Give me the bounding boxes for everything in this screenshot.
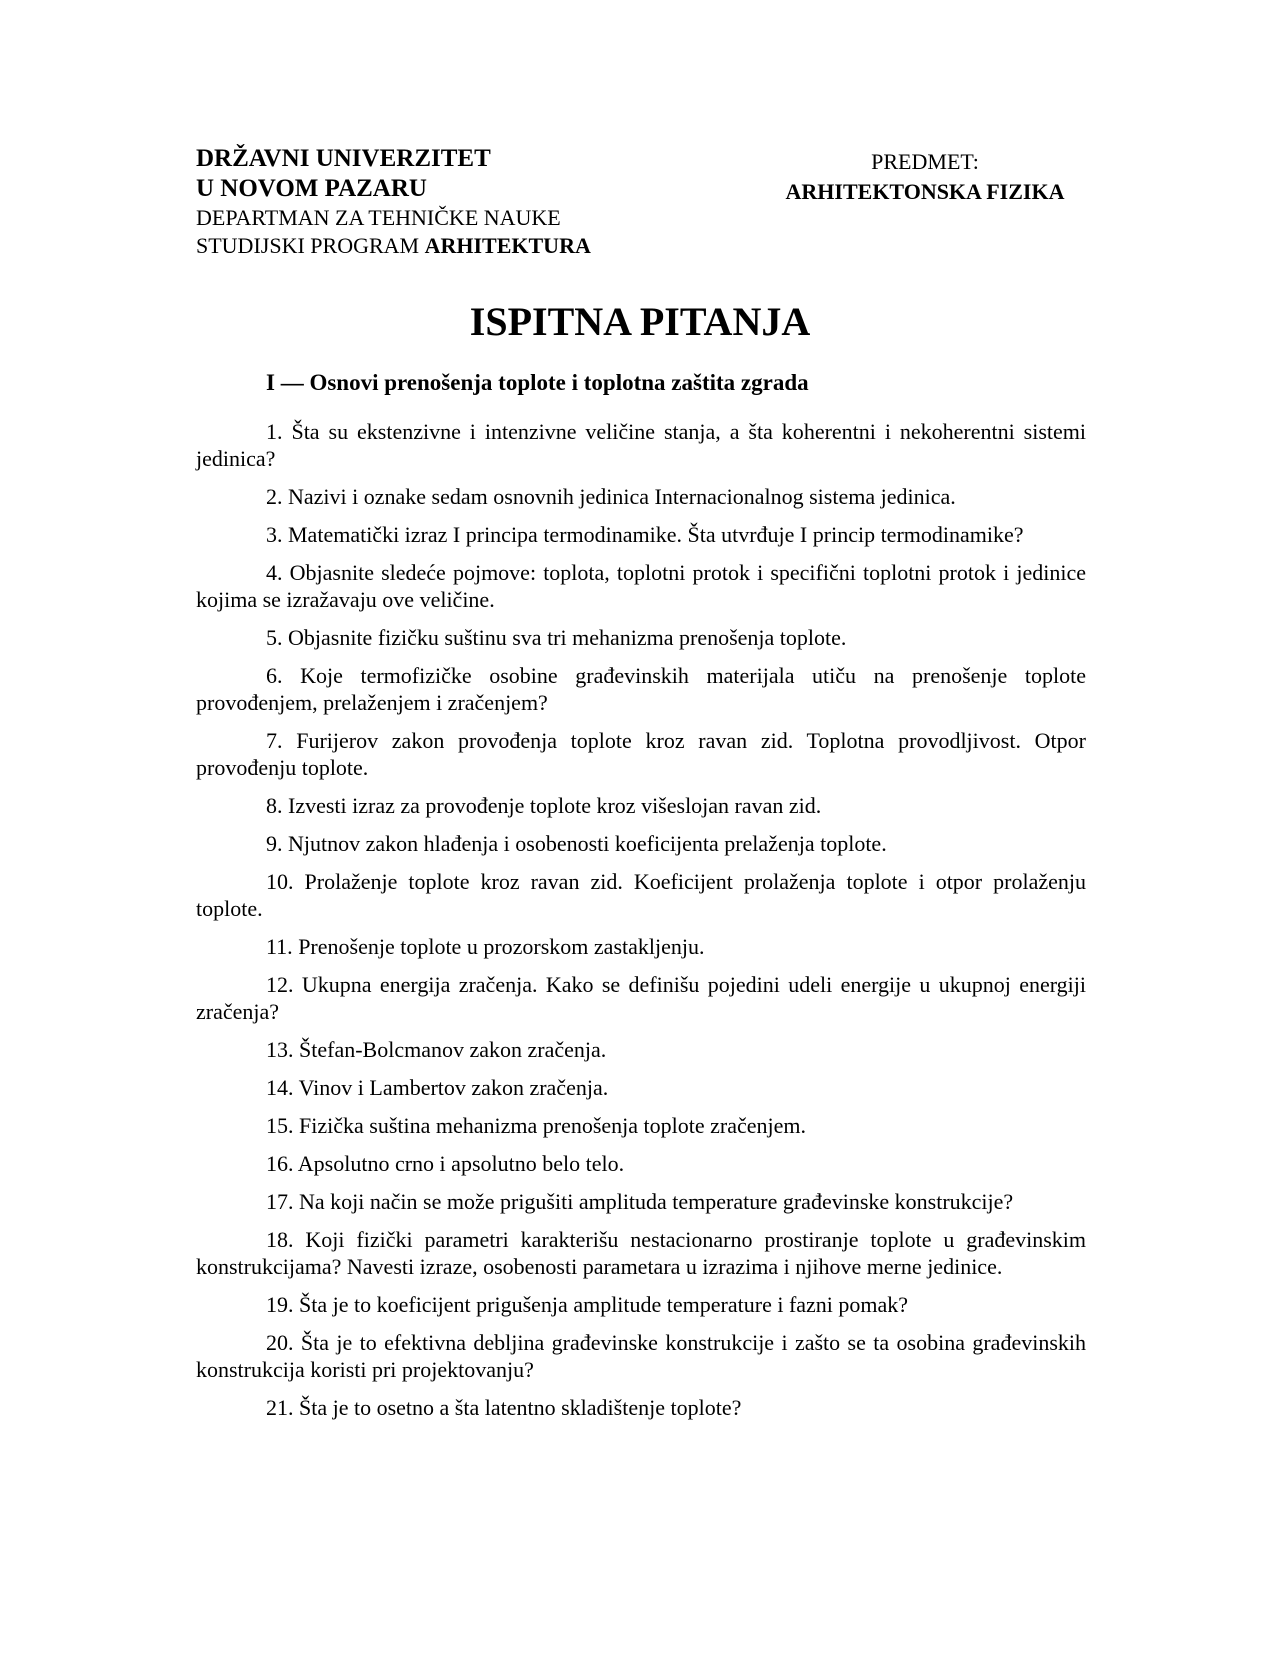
study-program-prefix: STUDIJSKI PROGRAM	[196, 233, 425, 258]
question-number: 7.	[266, 728, 283, 753]
university-name-line2: U NOVOM PAZARU	[196, 175, 427, 202]
question-item	[196, 727, 1086, 781]
question-number: 12.	[266, 972, 294, 997]
university-name-line1: DRŽAVNI UNIVERZITET	[196, 145, 491, 172]
question-text: Na koji način se može prigušiti amplituda temperature građevinske konstrukcije?	[299, 1189, 1014, 1214]
question-number: 10.	[266, 869, 294, 894]
question-item	[196, 1394, 1086, 1421]
question-item	[196, 868, 1086, 922]
question-number: 20.	[266, 1330, 294, 1355]
question-number: 13.	[266, 1037, 294, 1062]
question-item	[196, 662, 1086, 716]
question-text: Šta je to osetno a šta latentno skladištenje toplote?	[299, 1395, 742, 1420]
question-text: Objasnite fizičku suštinu sva tri mehanizma prenošenja toplote.	[288, 625, 847, 650]
study-program-name: ARHITEKTURA	[424, 233, 591, 258]
question-item	[196, 1188, 1086, 1215]
question-text: Nazivi i oznake sedam osnovnih jedinica Internacionalnog sistema jedinica.	[288, 484, 956, 509]
question-number: 15.	[266, 1113, 294, 1138]
question-number: 4.	[266, 560, 283, 585]
subject-name: ARHITEKTONSKA FIZIKA	[785, 179, 1065, 204]
question-text: Furijerov zakon provođenja toplote kroz ravan zid. Toplotna provodljivost. Otpor provođenju toplote.	[196, 728, 1086, 780]
question-text: Koje termofizičke osobine građevinskih materijala utiču na prenošenje toplote provođenjem, prelaženjem i zračenjem?	[196, 663, 1087, 715]
question-item	[196, 559, 1086, 613]
question-number: 6.	[266, 663, 283, 688]
question-number: 14.	[266, 1075, 294, 1100]
question-item	[196, 1226, 1086, 1280]
question-text: Štefan-Bolcmanov zakon zračenja.	[299, 1037, 607, 1062]
question-number: 2.	[266, 484, 283, 509]
question-text: Izvesti izraz za provođenje toplote kroz višeslojan ravan zid.	[288, 793, 822, 818]
question-number: 3.	[266, 522, 283, 547]
institution-header	[196, 144, 756, 260]
document-title: ISPITNA PITANJA	[469, 299, 811, 344]
question-number: 8.	[266, 793, 283, 818]
question-number: 9.	[266, 831, 283, 856]
question-text: Ukupna energija zračenja. Kako se definišu pojedini udeli energije u ukupnoj energiji zračenja?	[196, 972, 1087, 1024]
question-item	[196, 830, 1086, 857]
question-text: Vinov i Lambertov zakon zračenja.	[298, 1075, 609, 1100]
section-title: I — Osnovi prenošenja toplote i toplotna zaštita zgrada	[266, 370, 809, 395]
question-number: 18.	[266, 1227, 294, 1252]
question-text: Šta je to koeficijent prigušenja amplitude temperature i fazni pomak?	[299, 1292, 909, 1317]
question-item	[196, 971, 1086, 1025]
question-item	[196, 1074, 1086, 1101]
question-text: Njutnov zakon hlađenja i osobenosti koeficijenta prelaženja toplote.	[288, 831, 887, 856]
question-item	[196, 521, 1086, 548]
subject-header	[760, 147, 1090, 207]
question-text: Apsolutno crno i apsolutno belo telo.	[297, 1151, 625, 1176]
question-text: Šta su ekstenzivne i intenzivne veličine stanja, a šta koherentni i nekoherentni sistemi jedinica?	[196, 419, 1087, 471]
question-number: 1.	[266, 419, 283, 444]
question-number: 17.	[266, 1189, 294, 1214]
question-number: 16.	[266, 1151, 294, 1176]
question-text: Prenošenje toplote u prozorskom zastakljenju.	[298, 934, 705, 959]
question-number: 19.	[266, 1292, 294, 1317]
question-item	[196, 1150, 1086, 1177]
question-item	[196, 624, 1086, 651]
question-item	[196, 1329, 1086, 1383]
department-name: DEPARTMAN ZA TEHNIČKE NAUKE	[196, 205, 561, 230]
question-text: Prolaženje toplote kroz ravan zid. Koeficijent prolaženja toplote i otpor prolaženju toplote.	[196, 869, 1086, 921]
question-number: 11.	[266, 934, 293, 959]
question-text: Matematički izraz I principa termodinamike. Šta utvrđuje I princip termodinamike?	[288, 522, 1024, 547]
question-number: 21.	[266, 1395, 294, 1420]
question-item	[196, 792, 1086, 819]
question-list	[196, 418, 1086, 1432]
question-item	[196, 1112, 1086, 1139]
question-item	[196, 1291, 1086, 1318]
question-text: Šta je to efektivna debljina građevinske konstrukcije i zašto se ta osobina građevinskih konstrukcija koristi pri projektovanju?	[196, 1330, 1086, 1382]
subject-label: PREDMET:	[871, 149, 979, 174]
question-text: Koji fizički parametri karakterišu nestacionarno prostiranje toplote u građevinskim konstrukcijama? Navesti izraze, osobenosti parametara u izrazima i njihove merne jedinice.	[196, 1227, 1086, 1279]
question-text: Fizička suština mehanizma prenošenja toplote zračenjem.	[299, 1113, 807, 1138]
question-item	[196, 1036, 1086, 1063]
question-item	[196, 933, 1086, 960]
study-program	[196, 232, 756, 260]
question-number: 5.	[266, 625, 283, 650]
question-item	[196, 483, 1086, 510]
question-text: Objasnite sledeće pojmove: toplota, toplotni protok i specifični toplotni protok i jedinice kojima se izražavaju ove veličine.	[196, 560, 1087, 612]
question-item	[196, 418, 1086, 472]
